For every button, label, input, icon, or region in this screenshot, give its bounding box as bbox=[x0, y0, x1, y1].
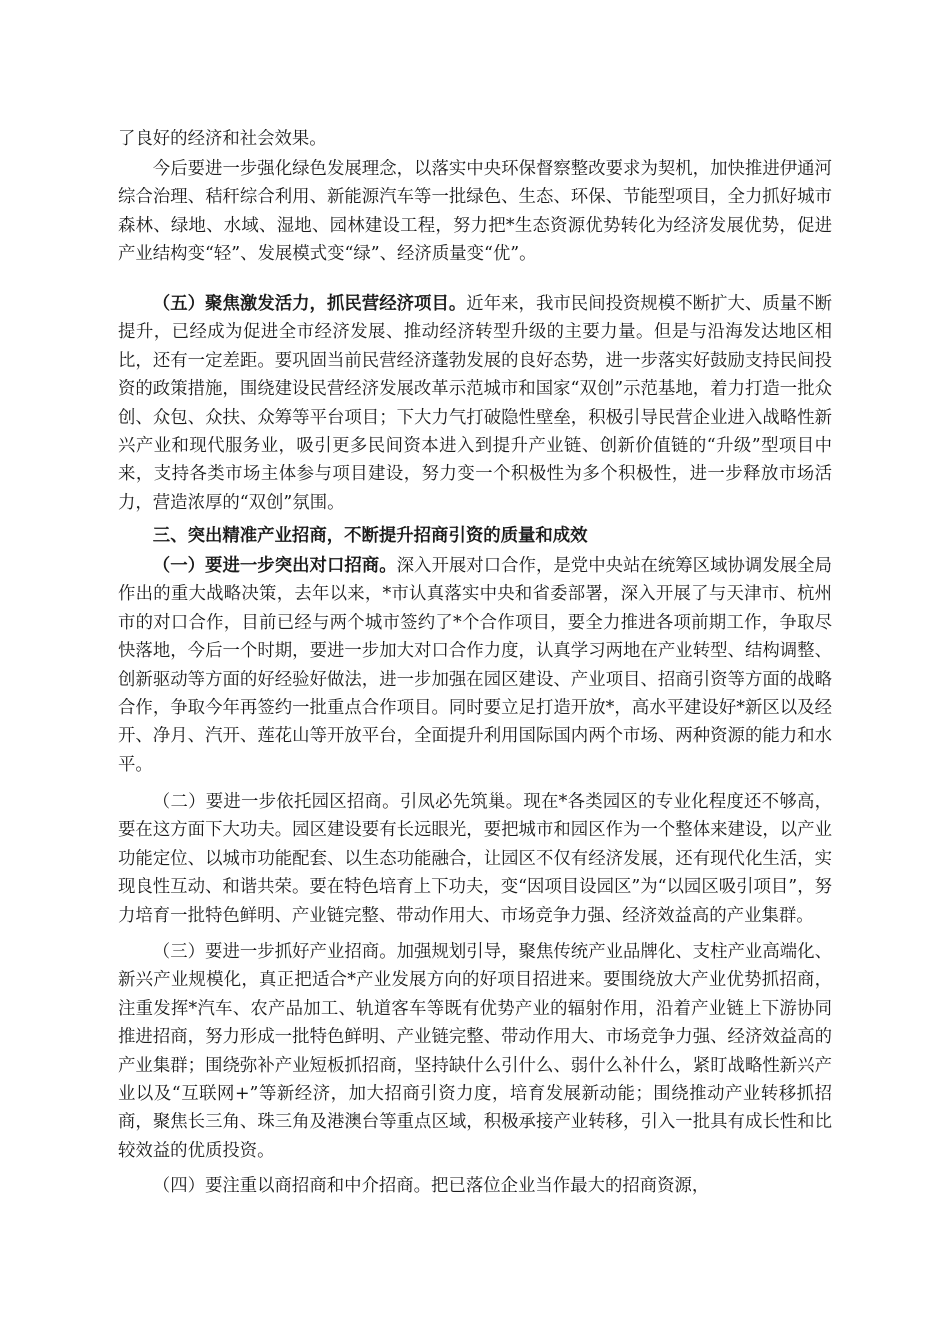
paragraph-industry-investment: （三）要进一步抓好产业招商。加强规划引导，聚焦传统产业品牌化、支柱产业高端化、新兴产业规模化，真正把适合*产业发展方向的好项目招进来。要围绕放大产业优势抓招商，注重发挥*汽车、农产品加工、轨道客车等既有优势产业的辐射作用，沿着产业链上下游协同推进招商，努力形成一批特色鲜明、产业链完整、带动作用大、市场竞争力强、经济效益高的产业集群；围绕弥补产业短板抓招商，坚持缺什么引什么、弱什么补什么，紧盯战略性新兴产业以及“互联网+”等新经济，加大招商引资力度，培育发展新动能；围绕推动产业转移抓招商，聚焦长三角、珠三角及港澳台等重点区域，积极承接产业转移，引入一批具有成长性和比较效益的优质投资。 bbox=[118, 942, 832, 1161]
paragraph-body: 深入开展对口合作，是党中央站在统筹区域协调发展全局作出的重大战略决策，去年以来，*市认真落实中央和省委部署，深入开展了与天津市、杭州市的对口合作，目前已经与两个城市签约了*个合作项目，要全力推进各项前期工作，争取尽快落地，今后一个时期，要进一步加大对口合作力度，认真学习两地在产业转型、结构调整、创新驱动等方面的好经验好做法，进一步加强在园区建设、产业项目、招商引资等方面的战略合作，争取今年再签约一批重点合作项目。同时要立足打造开放*，高水平建设好*新区以及经开、净月、汽开、莲花山等开放平台，全面提升利用国际国内两个市场、两种资源的能力和水平。 bbox=[118, 556, 832, 775]
section-heading: 三、突出精准产业招商，不断提升招商引资的质量和成效 bbox=[152, 526, 588, 546]
paragraph-body: 近年来，我市民间投资规模不断扩大、质量不断提升，已经成为促进全市经济发展、推动经济转型升级的主要力量。但是与沿海发达地区相比，还有一定差距。要巩固当前民营经济蓬勃发展的良好态势，进一步落实好鼓励支持民间投资的政策措施，围绕建设民营经济发展改革示范城市和国家“双创”示范基地，着力打造一批众创、众包、众扶、众筹等平台项目；下大力气打破隐性壁垒，积极引导民营企业进入战略性新兴产业和现代服务业，吸引更多民间资本进入到提升产业链、创新价值链的“升级”型项目中来，支持各类市场主体参与项目建设，努力变一个积极性为多个积极性，进一步释放市场活力，营造浓厚的“双创”氛围。 bbox=[118, 294, 832, 513]
paragraph-paired-investment bbox=[118, 552, 832, 779]
paragraph-business-investment: （四）要注重以商招商和中介招商。把已落位企业当作最大的招商资源， bbox=[152, 1176, 710, 1196]
paragraph-green-development: 今后要进一步强化绿色发展理念，以落实中央环保督察整改要求为契机，加快推进伊通河综合治理、秸秆综合利用、新能源汽车等一批绿色、生态、环保、节能型项目，全力抓好城市森林、绿地、水域、湿地、园林建设工程，努力把*生态资源优势转化为经济发展优势，促进产业结构变“轻”、发展模式变“绿”、经济质量变“优”。 bbox=[118, 159, 832, 265]
paragraph-lead-heading: （一）要进一步突出对口招商。 bbox=[152, 556, 397, 576]
paragraph-continuation: 了良好的经济和社会效果。 bbox=[118, 129, 327, 149]
paragraph-park-investment: （二）要进一步依托园区招商。引凤必先筑巢。现在*各类园区的专业化程度还不够高，要在这方面下大功夫。园区建设要有长远眼光，要把城市和园区作为一个整体来建设，以产业功能定位、以城市功能配套、以生态功能融合，让园区不仅有经济发展，还有现代化生活，实现良性互动、和谐共荣。要在特色培育上下功夫，变“因项目设园区”为“以园区吸引项目”，努力培育一批特色鲜明、产业链完整、带动作用大、市场竞争力强、经济效益高的产业集群。 bbox=[118, 792, 832, 926]
paragraph-private-economy bbox=[118, 290, 832, 517]
paragraph-lead-heading: （五）聚焦激发活力，抓民营经济项目。 bbox=[152, 294, 467, 314]
